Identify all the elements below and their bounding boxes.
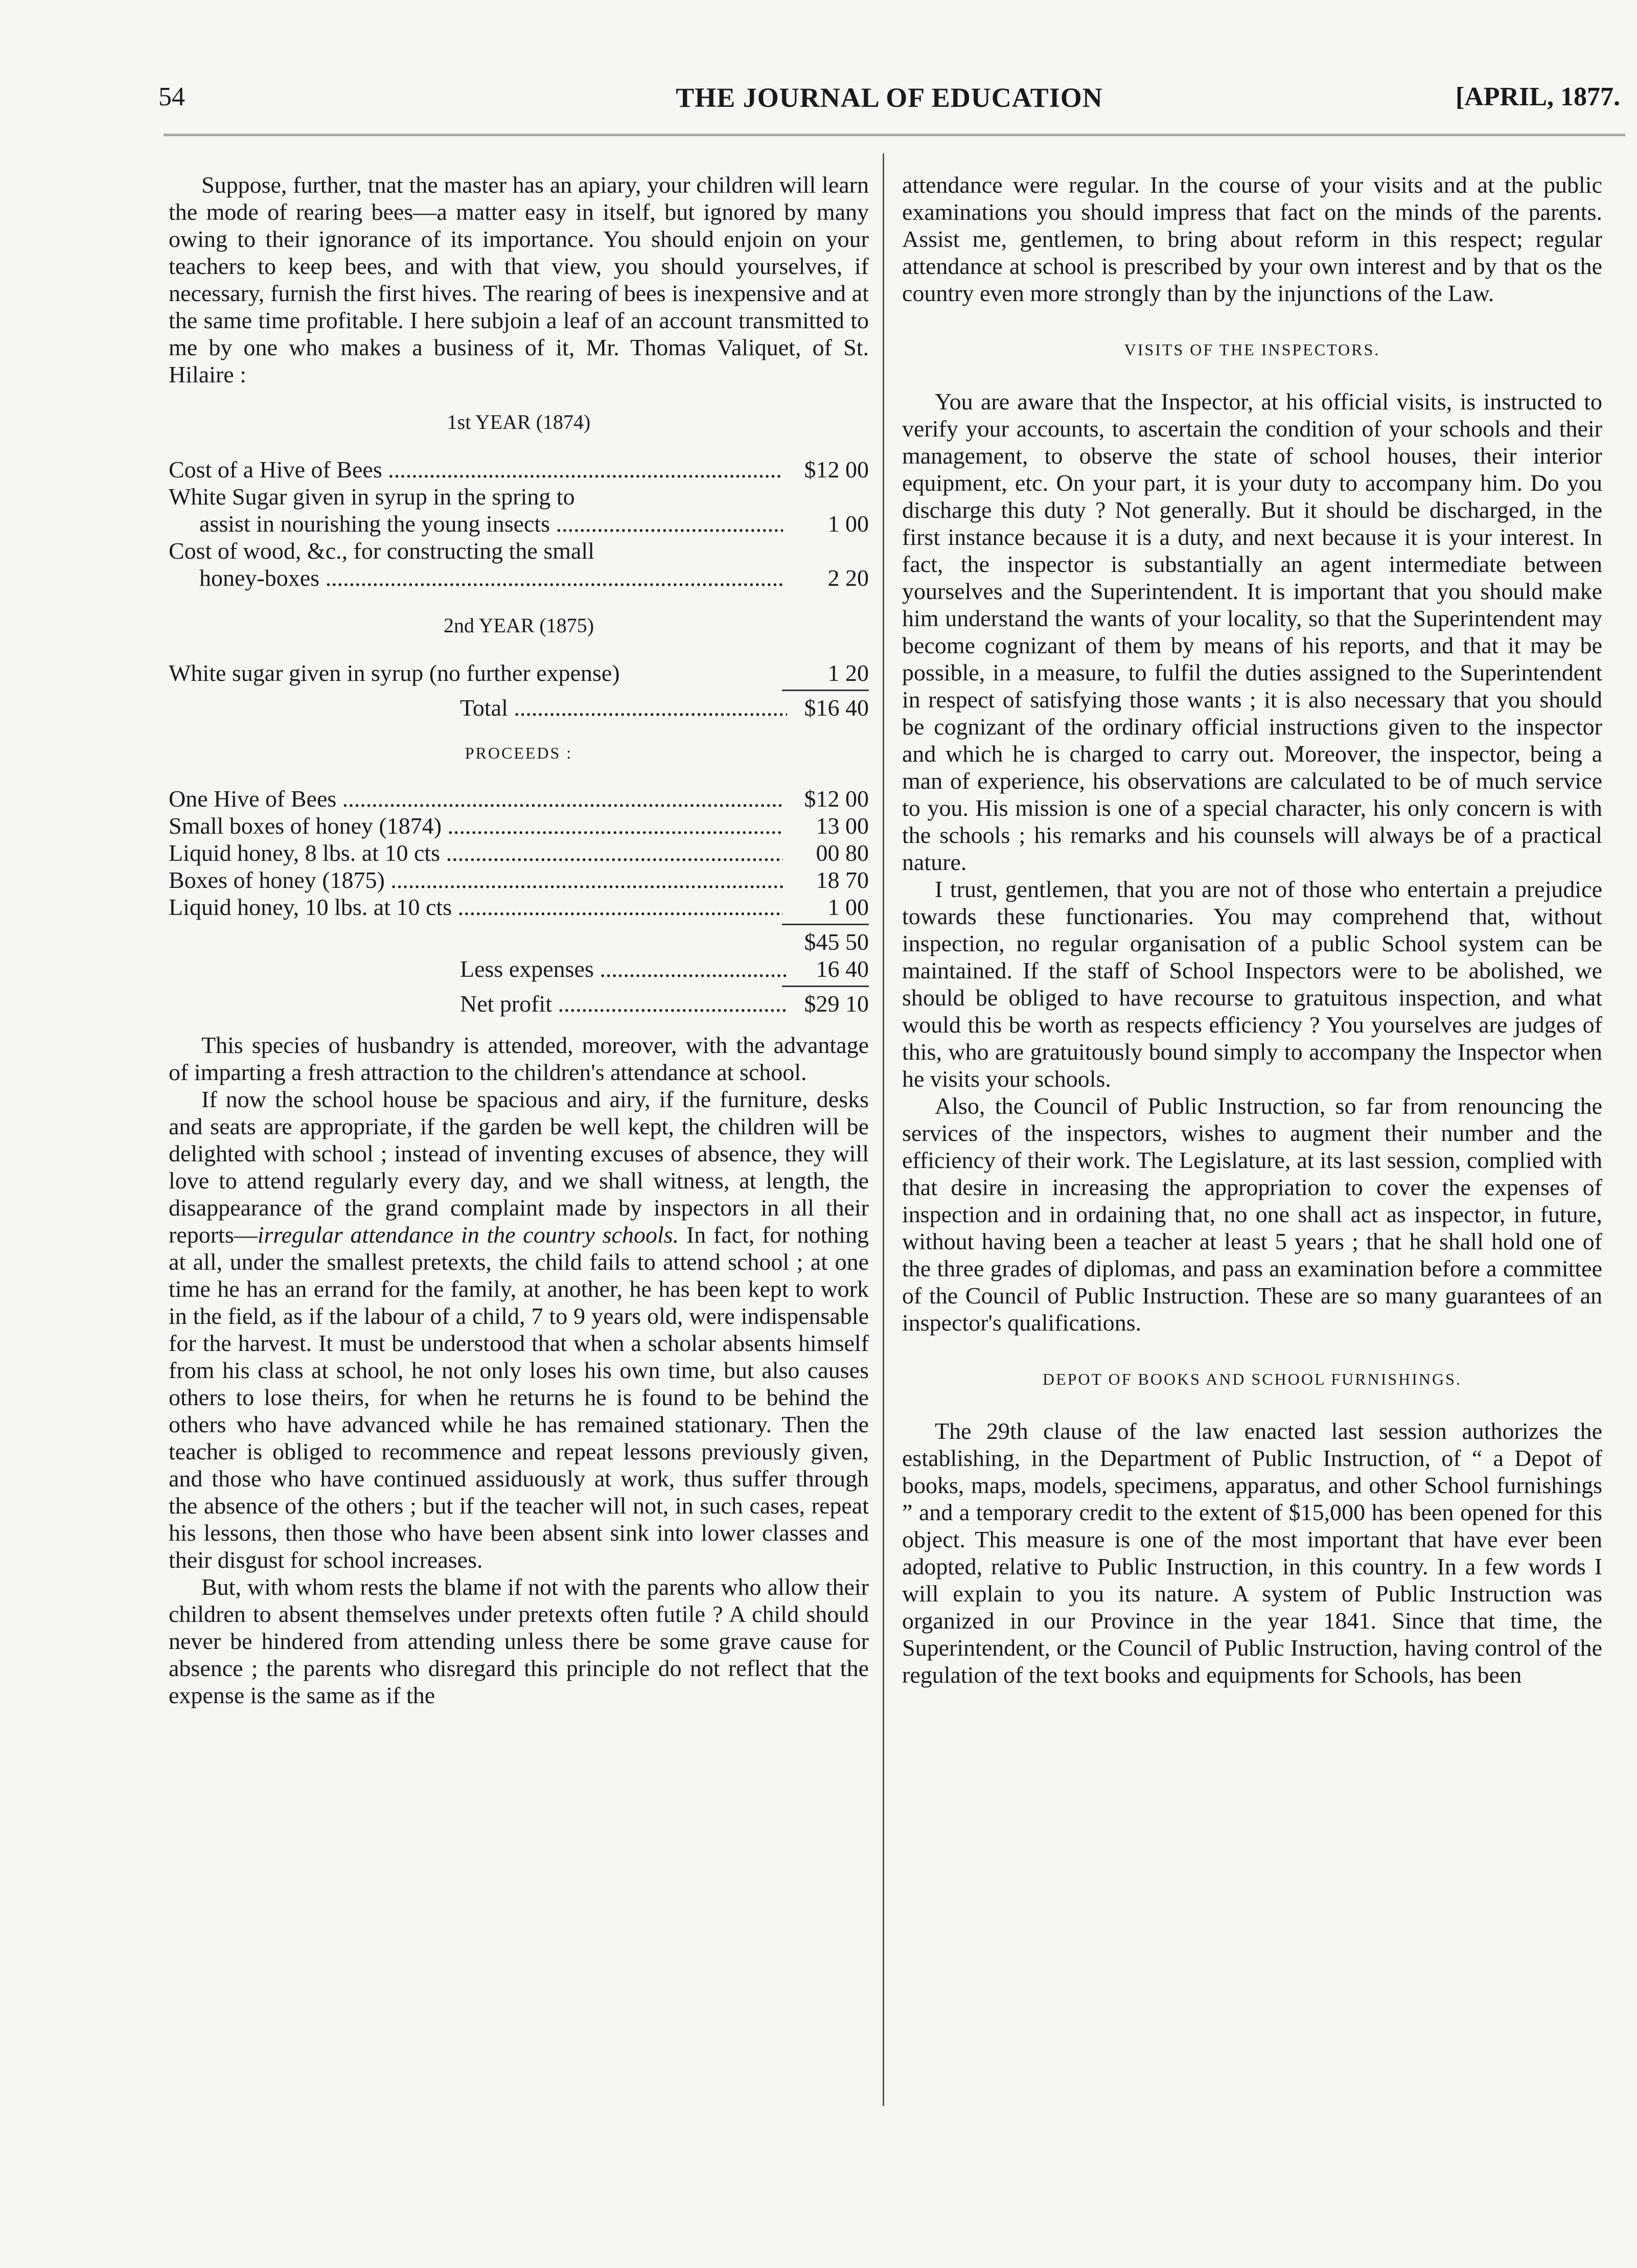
blame-paragraph: But, with whom rests the blame if not with the parents who allow their children to absent themselves under pretexts often futile ? A child should never be hindered from attending unless there be some grave cause for absence ; the parents who disregard this principle do not reflect that the expense is the same as if the: [169, 1574, 869, 1708]
account-value: 00 80: [816, 840, 869, 866]
page-header: [158, 82, 1620, 133]
account-row: [169, 510, 869, 537]
attendance-continued-paragraph: attendance were regular. In the course of your visits and at the public examinations you should impress that fact on the minds of the parents. Assist me, gentlemen, to bring about reform in this respect; regular attendance at school is prescribed by your own interest and by that os the country even more strongly than by the injunctions of the Law.: [902, 172, 1602, 306]
less-expenses-row: [169, 955, 869, 982]
account-value: 2 20: [827, 565, 869, 591]
sum-line: [782, 690, 869, 691]
right-column: [902, 171, 1602, 1688]
left-column: [169, 171, 869, 1709]
account-row: [169, 839, 869, 866]
account-value: 1 00: [827, 511, 869, 537]
account-row: [169, 537, 869, 564]
year2-account: [169, 659, 869, 721]
account-value: $12 00: [804, 456, 869, 483]
year2-heading: 2nd YEAR (1875): [443, 614, 594, 637]
net-value: $29 10: [804, 991, 869, 1017]
account-row: [169, 866, 869, 894]
year1-account: [169, 456, 869, 591]
page-number: 54: [158, 82, 185, 111]
account-row: [169, 812, 869, 839]
less-label: Less expenses .....: [460, 955, 787, 982]
account-value: 1 20: [827, 660, 869, 686]
header-rule: [164, 134, 1625, 136]
depot-heading: DEPOT OF BOOKS AND SCHOOL FURNISHINGS.: [1043, 1370, 1462, 1388]
proceeds-account: [169, 785, 869, 1017]
schoolhouse-emphasis: irregular attendance in the country schools.: [257, 1222, 679, 1248]
account-value: 1 00: [827, 894, 869, 920]
year1-heading: 1st YEAR (1874): [447, 410, 591, 433]
visits-heading: VISITS OF THE INSPECTORS.: [1124, 340, 1380, 359]
sum-line: [782, 924, 869, 925]
sum-line: [782, 986, 869, 987]
account-row: [169, 456, 869, 483]
column-divider: [883, 153, 884, 2106]
account-row: [169, 483, 869, 510]
account-desc: White sugar given in syrup (no further expense): [169, 660, 620, 686]
total-value: $16 40: [804, 695, 869, 721]
account-row: [169, 564, 869, 591]
account-value: 13 00: [816, 813, 869, 839]
account-desc: Liquid honey, 10 lbs. at 10 cts .....: [169, 894, 783, 921]
account-desc: White Sugar given in syrup in the spring to: [169, 484, 575, 510]
council-paragraph: Also, the Council of Public Instruction, so far from renouncing the services of the inspectors, wishes to augment their number and the efficiency of their work. The Legislature, at its last session, complied with that desire in increasing the appropriation to cover the expenses of inspection and in ordaining that, no one shall act as inspector, in future, without having been a teacher at least 5 years ; that he shall hold one of the three grades of diplomas, and pass an examination before a committee of the Council of Public Instruction. These are so many guarantees of an inspector's qualifications.: [902, 1093, 1602, 1336]
husbandry-paragraph: This species of husbandry is attended, moreover, with the advantage of imparting a fresh attraction to the children's attendance at school.: [169, 1032, 869, 1085]
schoolhouse-text-b: In fact, for nothing at all, under the smallest pretexts, the child fails to attend school ; at one time he has an errand for the family, at another, he has been kept to work in the field, as if the labour of a child, 7 to 9 years old, were indispensable for the harvest. It must be understood that when a scholar absents himself from his class at school, he not only loses his own time, but also causes others to lose theirs, for when he returns he is found to be behind the others who have advanced while he has remained stationary. Then the teacher is obliged to recommence and repeat lessons previously given, and those who have continued assiduously at work, thus suffer through the absence of the others ; but if the teacher will not, in such cases, repeat his lessons, then those who have been absent sink into lower classes and their disgust for school increases.: [169, 1222, 869, 1573]
account-desc-cont: assist in nourishing the young insects .....: [169, 510, 783, 537]
net-label: Net profit .....: [460, 990, 787, 1017]
account-desc: One Hive of Bees .....: [169, 785, 783, 812]
account-value: 18 70: [816, 867, 869, 893]
journal-title: THE JOURNAL OF EDUCATION: [676, 82, 1103, 113]
visits-paragraph: You are aware that the Inspector, at his official visits, is instructed to verify your accounts, to ascertain the condition of your schools and their management, to observe the state of school houses, their interior equipment, etc. On your part, it is your duty to accompany him. Do you discharge this duty ? Not generally. But it should be discharged, in the first instance because it is a duty, and next because it is your interest. In fact, the inspector is substantially an agent intermediate between yourselves and the Superintendent. It is important that you should make him understand the wants of your locality, so that the Superintendent may become cognizant of them by means of his reports, and that it may be possible, in a measure, to fulfil the duties assigned to the Superintendent in respect of satisfying those wants ; it is also necessary that you should be cognizant of the ordinary official instructions given to the inspector and which he is charged to carry out. Moreover, the inspector, being a man of experience, his observations are calculated to be of much service to you. His mission is one of a special character, his only concern is with the schools ; his remarks and his counsels will always be of a practical nature.: [902, 388, 1602, 875]
issue-date: [APRIL, 1877.: [1455, 82, 1620, 111]
depot-paragraph: The 29th clause of the law enacted last session authorizes the establishing, in the Department of Public Instruction, of “ a Depot of books, maps, models, specimens, apparatus, and other School furnishings ” and a temporary credit to the extent of $15,000 has been opened for this object. This measure is one of the most important that have ever been adopted, relative to Public Instruction, in this country. In a few words I will explain to you its nature. A system of Public Instruction was organized in our Province in the year 1841. Since that time, the Superintendent, or the Council of Public Instruction, having control of the regulation of the text books and equipments for Schools, has been: [902, 1418, 1602, 1688]
account-value: $12 00: [804, 786, 869, 812]
less-value: 16 40: [816, 956, 869, 982]
total-label: Total .....: [460, 694, 787, 721]
account-desc: Liquid honey, 8 lbs. at 10 cts .....: [169, 839, 783, 866]
account-row: [169, 785, 869, 812]
account-desc-cont: honey-boxes .....: [169, 564, 783, 591]
total-row: [169, 694, 869, 721]
account-desc: Boxes of honey (1875) .....: [169, 866, 783, 894]
account-desc: Cost of wood, &c., for constructing the small: [169, 538, 594, 564]
schoolhouse-text-a: If now the school house be spacious and airy, if the furniture, desks and seats are appropriate, if the garden be well kept, the children will be delighted with school ; instead of inventing excuses of absence, they will love to attend regularly every day, and we shall witness, at length, the disappearance of the grand complaint made by inspectors in all their reports—: [169, 1086, 869, 1248]
schoolhouse-paragraph: [169, 1086, 869, 1573]
trust-paragraph: I trust, gentlemen, that you are not of those who entertain a prejudice towards these functionaries. You may comprehend that, without inspection, no regular organisation of a public School system can be maintained. If the staff of School Inspectors were to be abolished, we should be obliged to have recourse to gratuitous inspection, and what would this be worth as respects efficiency ? You yourselves are judges of this, who are gratuitously bound simply to accompany the Inspector when he visits your schools.: [902, 876, 1602, 1092]
account-row: [169, 659, 869, 686]
proceeds-sum: $45 50: [804, 929, 869, 955]
account-desc: Cost of a Hive of Bees .....: [169, 456, 783, 483]
account-desc: Small boxes of honey (1874) .....: [169, 812, 783, 839]
proceeds-heading: PROCEEDS :: [465, 744, 573, 762]
account-row: [169, 894, 869, 921]
net-profit-row: [169, 990, 869, 1017]
proceeds-sum-row: [169, 928, 869, 955]
intro-paragraph: Suppose, further, tnat the master has an apiary, your children will learn the mode of rearing bees—a matter easy in itself, but ignored by many owing to their ignorance of its importance. You should enjoin on your teachers to keep bees, and with that view, you should yourselves, if necessary, furnish the first hives. The rearing of bees is inexpensive and at the same time profitable. I here subjoin a leaf of an account transmitted to me by one who makes a business of it, Mr. Thomas Valiquet, of St. Hilaire :: [169, 172, 869, 387]
